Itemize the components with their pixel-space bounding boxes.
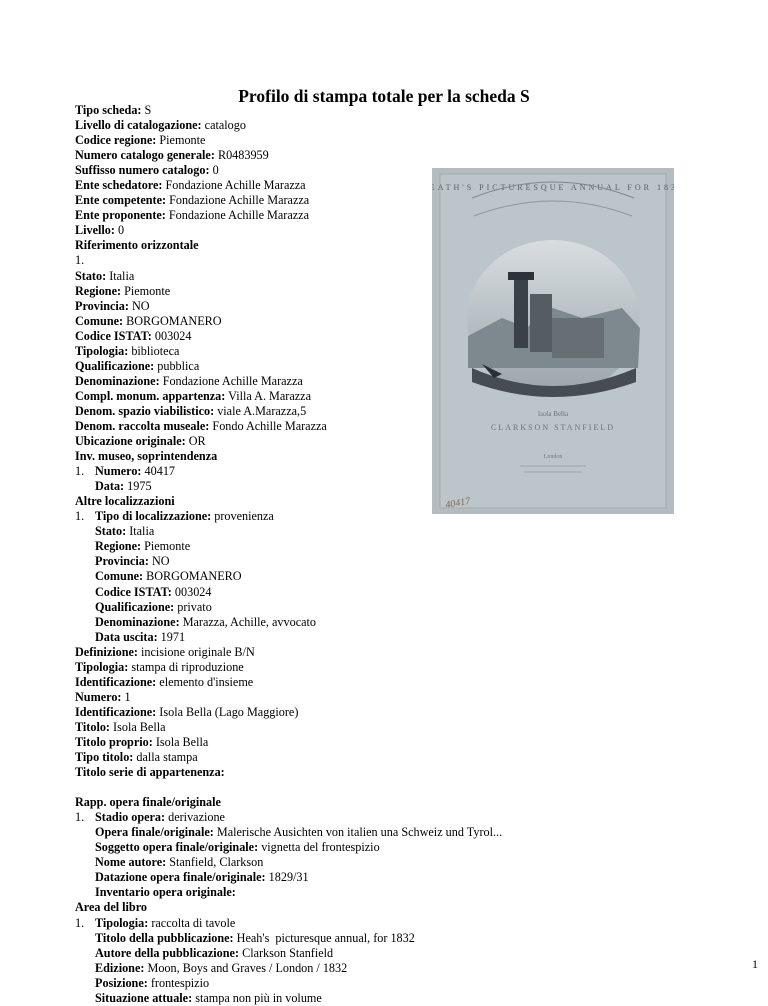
field-label: Suffisso numero catalogo: (75, 163, 210, 178)
field-value: Moon, Boys and Graves / London / 1832 (144, 960, 348, 975)
field-value: 1 (121, 689, 131, 704)
field-line (75, 735, 502, 750)
field-value: raccolta di tavole (148, 915, 236, 930)
field-value: Italia (106, 268, 135, 283)
field-value: Isola Bella (Lago Maggiore) (156, 704, 299, 719)
field-value: Piemonte (156, 133, 206, 148)
field-line (75, 539, 502, 554)
list-number: 1. (75, 810, 85, 825)
field-line (75, 645, 502, 660)
field-label: Numero: (75, 689, 122, 704)
field-label: Ente schedatore: (75, 178, 163, 193)
field-label: Tipo di localizzazione: (95, 509, 212, 524)
field-value: Isola Bella (152, 734, 209, 749)
field-label: Livello: (75, 223, 115, 238)
field-value: derivazione (165, 810, 225, 825)
list-number: 1. (75, 915, 85, 930)
field-line (75, 690, 502, 705)
field-label: Denom. raccolta museale: (75, 418, 210, 433)
field-value: 1975 (124, 479, 152, 494)
field-line (75, 118, 502, 133)
field-line (75, 961, 502, 976)
field-value: Isola Bella (110, 719, 166, 734)
field-value: pubblica (154, 358, 200, 373)
field-value: dalla stampa (133, 750, 198, 765)
field-label: Inv. museo, soprintendenza (75, 449, 218, 464)
field-line (75, 931, 502, 946)
field-line (75, 660, 502, 675)
field-label: Tipo titolo: (75, 750, 134, 765)
field-line (75, 585, 502, 600)
field-line (75, 946, 502, 961)
field-label: Titolo proprio: (75, 734, 153, 749)
field-value: NO (128, 298, 150, 313)
field-line (75, 569, 502, 584)
field-label: Altre localizzazioni (75, 494, 175, 509)
engraving-caption-top: Isola Bella (537, 410, 569, 418)
field-value: Heah's picturesque annual, for 1832 (233, 930, 415, 945)
field-line (75, 870, 502, 885)
field-line (75, 600, 502, 615)
list-number: 1. (75, 464, 85, 479)
engraving-header-text: HEATH'S PICTURESQUE ANNUAL FOR 1832 (432, 183, 674, 192)
field-value: R0483959 (214, 148, 269, 163)
engraving-caption-mid: CLARKSON STANFIELD (490, 423, 616, 432)
field-label: Codice ISTAT: (75, 328, 152, 343)
field-value: vignetta del frontespizio (258, 840, 380, 855)
field-value: 0 (114, 223, 125, 238)
page-title: Profilo di stampa totale per la scheda S (238, 86, 530, 106)
field-label: Titolo serie di appartenenza: (75, 765, 225, 780)
field-value: viale A.Marazza,5 (214, 403, 307, 418)
field-value: Marazza, Achille, avvocato (179, 614, 317, 629)
field-line (75, 750, 502, 765)
field-value: elemento d'insieme (156, 674, 254, 689)
field-line (75, 976, 502, 991)
field-label: Tipologia: (95, 915, 149, 930)
list-number: 1. (75, 509, 85, 524)
field-value: S (141, 103, 152, 117)
field-value: OR (185, 434, 206, 449)
field-value: Malerische Ausichten von italien una Schweiz und Tyrol... (213, 825, 503, 840)
field-line (75, 900, 502, 915)
field-label: Autore della pubblicazione: (95, 945, 240, 960)
field-value: Fondo Achille Marazza (209, 418, 327, 433)
field-label: Titolo: (75, 719, 110, 734)
field-value: 1. (75, 253, 85, 268)
field-value: stampa non più in volume (192, 990, 322, 1005)
field-value: incisione originale B/N (137, 644, 255, 659)
field-label: Identificazione: (75, 704, 157, 719)
field-label: Numero: (95, 464, 142, 479)
field-label: Identificazione: (75, 674, 157, 689)
field-label: Nome autore: (95, 855, 167, 870)
field-label: Posizione: (95, 975, 148, 990)
field-value: provenienza (211, 509, 274, 524)
field-line (75, 675, 502, 690)
field-value: Piemonte (121, 283, 171, 298)
field-label: Ubicazione originale: (75, 434, 186, 449)
field-label: Ente competente: (75, 193, 167, 208)
field-label: Stato: (75, 268, 107, 283)
field-label: Tipologia: (75, 343, 129, 358)
field-label: Tipologia: (75, 659, 129, 674)
field-value: 1971 (157, 629, 186, 644)
field-value: BORGOMANERO (143, 569, 242, 584)
field-label: Opera finale/originale: (95, 825, 214, 840)
field-line (75, 991, 502, 1006)
field-value: Stanfield, Clarkson (166, 855, 264, 870)
field-value: NO (148, 554, 170, 569)
field-label: Provincia: (75, 298, 129, 313)
field-label: Data uscita: (95, 629, 158, 644)
field-value: 40417 (141, 464, 175, 479)
field-label: Codice regione: (75, 133, 157, 148)
field-label: Stato: (95, 524, 127, 539)
field-line (75, 133, 502, 148)
field-label: Situazione attuale: (95, 990, 193, 1005)
field-label: Soggetto opera finale/originale: (95, 840, 259, 855)
field-value: 0 (209, 163, 219, 178)
field-label: Denominazione: (95, 614, 180, 629)
field-line (75, 554, 502, 569)
field-label: Compl. monum. appartenza: (75, 388, 226, 403)
engraving-illustration (432, 168, 674, 514)
field-label: Provincia: (95, 554, 149, 569)
field-line (75, 810, 502, 825)
field-value: biblioteca (128, 343, 180, 358)
field-value: stampa di riproduzione (128, 659, 244, 674)
field-value: privato (174, 599, 212, 614)
field-value: Fondazione Achille Marazza (166, 193, 310, 208)
handwritten-mark: 40417 (444, 495, 472, 511)
field-value: 1829/31 (265, 870, 309, 885)
field-value: Villa A. Marazza (225, 388, 312, 403)
field-value: 003024 (151, 328, 192, 343)
field-line (75, 840, 502, 855)
page-number: 1 (752, 957, 758, 971)
field-line (75, 855, 502, 870)
field-line (75, 148, 502, 163)
field-line (75, 765, 502, 780)
field-label: Definizione: (75, 644, 138, 659)
field-value: Italia (126, 524, 155, 539)
field-line (75, 103, 502, 118)
field-label: Denominazione: (75, 373, 160, 388)
field-line (75, 524, 502, 539)
field-line (75, 615, 502, 630)
field-label: Comune: (75, 313, 124, 328)
field-label: Comune: (95, 569, 144, 584)
field-label: Inventario opera originale: (95, 885, 236, 900)
field-label: Titolo della pubblicazione: (95, 930, 234, 945)
field-line (75, 825, 502, 840)
field-label: Area del libro (75, 900, 147, 915)
field-label: Edizione: (95, 960, 145, 975)
engraving-image (432, 168, 674, 514)
field-value: Piemonte (141, 539, 191, 554)
field-label: Numero catalogo generale: (75, 148, 215, 163)
field-line (75, 705, 502, 720)
field-value: Fondazione Achille Marazza (159, 373, 303, 388)
blank-line (75, 780, 502, 795)
field-value: Fondazione Achille Marazza (162, 178, 306, 193)
field-label: Stadio opera: (95, 810, 166, 825)
field-label: Qualificazione: (95, 599, 175, 614)
field-value: Clarkson Stanfield (239, 945, 334, 960)
field-line (75, 795, 502, 810)
field-line (75, 916, 502, 931)
field-line (75, 630, 502, 645)
field-value: Fondazione Achille Marazza (165, 208, 310, 223)
field-label: Qualificazione: (75, 358, 155, 373)
field-line (75, 885, 502, 900)
field-value: BORGOMANERO (123, 313, 222, 328)
field-value: catalogo (201, 118, 246, 133)
field-label: Ente proponente: (75, 208, 166, 223)
field-label: Codice ISTAT: (95, 584, 172, 599)
field-label: Tipo scheda: (75, 103, 142, 117)
field-label: Regione: (75, 283, 122, 298)
field-value: 003024 (171, 584, 212, 599)
field-label: Datazione opera finale/originale: (95, 870, 266, 885)
field-label: Livello di catalogazione: (75, 118, 202, 133)
field-label: Data: (95, 479, 125, 494)
engraving-caption-bottom: London (543, 454, 563, 460)
field-value: frontespizio (147, 975, 210, 990)
field-label: Rapp. opera finale/originale (75, 795, 221, 810)
field-label: Riferimento orizzontale (75, 238, 199, 253)
field-label: Regione: (95, 539, 142, 554)
field-line (75, 720, 502, 735)
field-label: Denom. spazio viabilistico: (75, 403, 215, 418)
